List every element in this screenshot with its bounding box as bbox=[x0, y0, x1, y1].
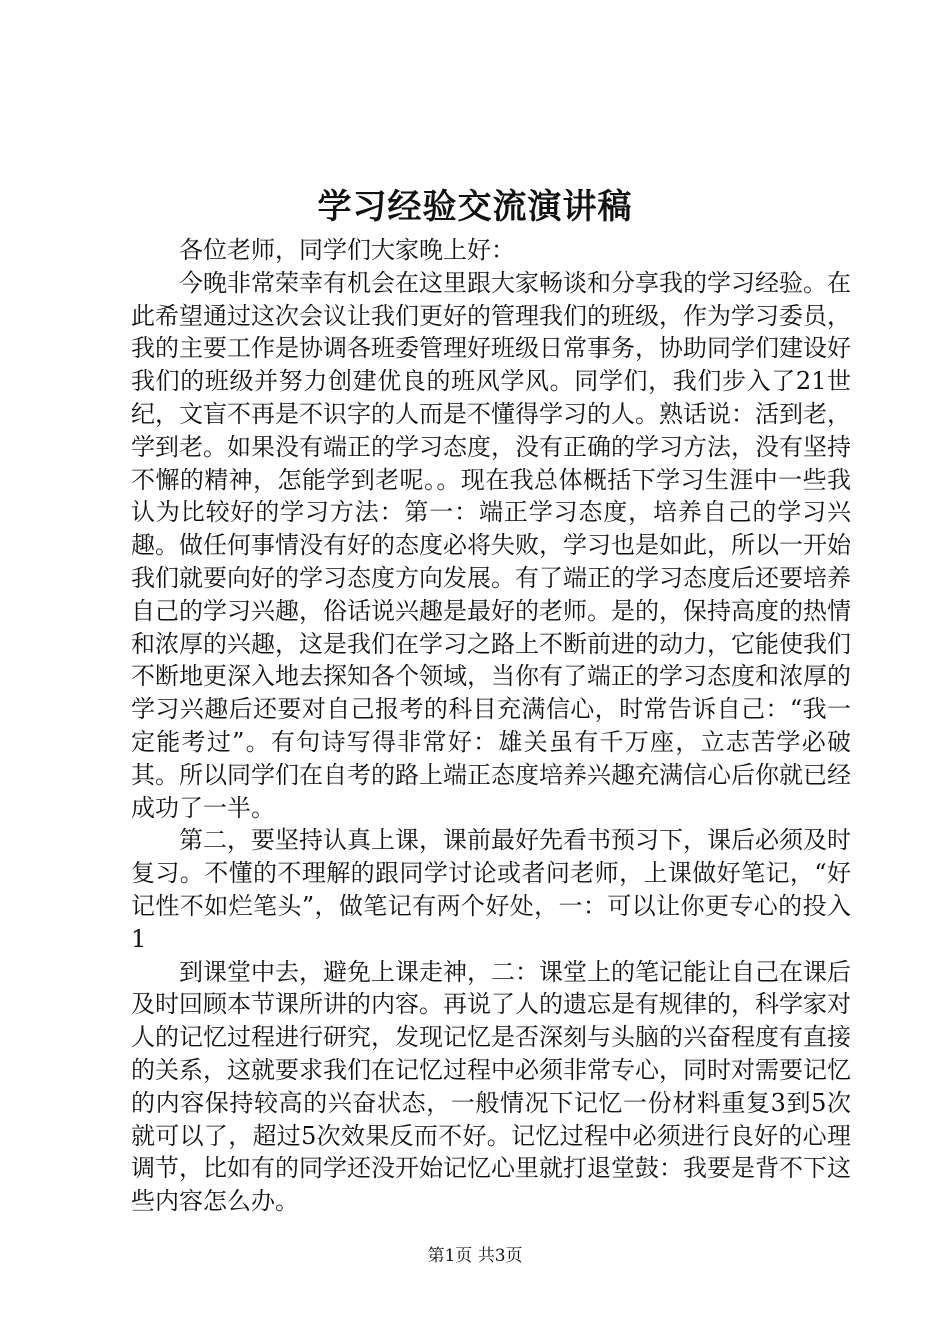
paragraph-greeting: 各位老师，同学们大家晚上好： bbox=[179, 236, 515, 264]
page-footer: 第1页 共3页 bbox=[427, 1246, 523, 1266]
paragraph-3: 到课堂中去，避免上课走神，二：课堂上的笔记能让自己在课后及时回顾本节课所讲的内容。再说了人的遗忘是有规律的，科学家对人的记忆过程进行研究，发现记忆是否深刻与头脑的兴奋程度有直接的关系，这就要求我们在记忆过程中必须非常专心，同时对需要记忆的内容保持较高的兴奋状态，一般情况下记忆一份材料重复3到5次就可以了，超过5次效果反而不好。记忆过程中必须进行良好的心理调节，比如有的同学还没开始记忆心里就打退堂鼓：我要是背不下这些内容怎么办。 bbox=[131, 957, 851, 1216]
document-body bbox=[131, 234, 851, 1218]
paragraph-1: 今晚非常荣幸有机会在这里跟大家畅谈和分享我的学习经验。在此希望通过这次会议让我们更好的管理我们的班级，作为学习委员，我的主要工作是协调各班委管理好班级日常事务，协助同学们建设好我们的班级并努力创建优良的班风学风。同学们，我们步入了21世纪，文盲不再是不识字的人而是不懂得学习的人。熟话说：活到老，学到老。如果没有端正的学习态度，没有正确的学习方法，没有坚持不懈的精神，怎能学到老呢。。现在我总体概括下学习生涯中一些我认为比较好的学习方法：第一：端正学习态度，培养自己的学习兴趣。做任何事情没有好的态度必将失败，学习也是如此，所以一开始我们就要向好的学习态度方向发展。有了端正的学习态度后还要培养自己的学习兴趣，俗话说兴趣是最好的老师。是的，保持高度的热情和浓厚的兴趣，这是我们在学习之路上不断前进的动力，它能使我们不断地更深入地去探知各个领域，当你有了端正的学习态度和浓厚的学习兴趣后还要对自己报考的科目充满信心，时常告诉自己：“我一定能考过”。有句诗写得非常好：雄关虽有千万座，立志苦学必破其。所以同学们在自考的路上端正态度培养兴趣充满信心后你就已经成功了一半。 bbox=[131, 268, 851, 822]
document-title: 学习经验交流演讲稿 bbox=[317, 187, 633, 227]
paragraph-2: 第二，要坚持认真上课，课前最好先看书预习下，课后必须及时复习。不懂的不理解的跟同学讨论或者问老师，上课做好笔记，“好记性不如烂笔头”，做笔记有两个好处，一：可以让你更专心的投入1 bbox=[131, 826, 851, 953]
